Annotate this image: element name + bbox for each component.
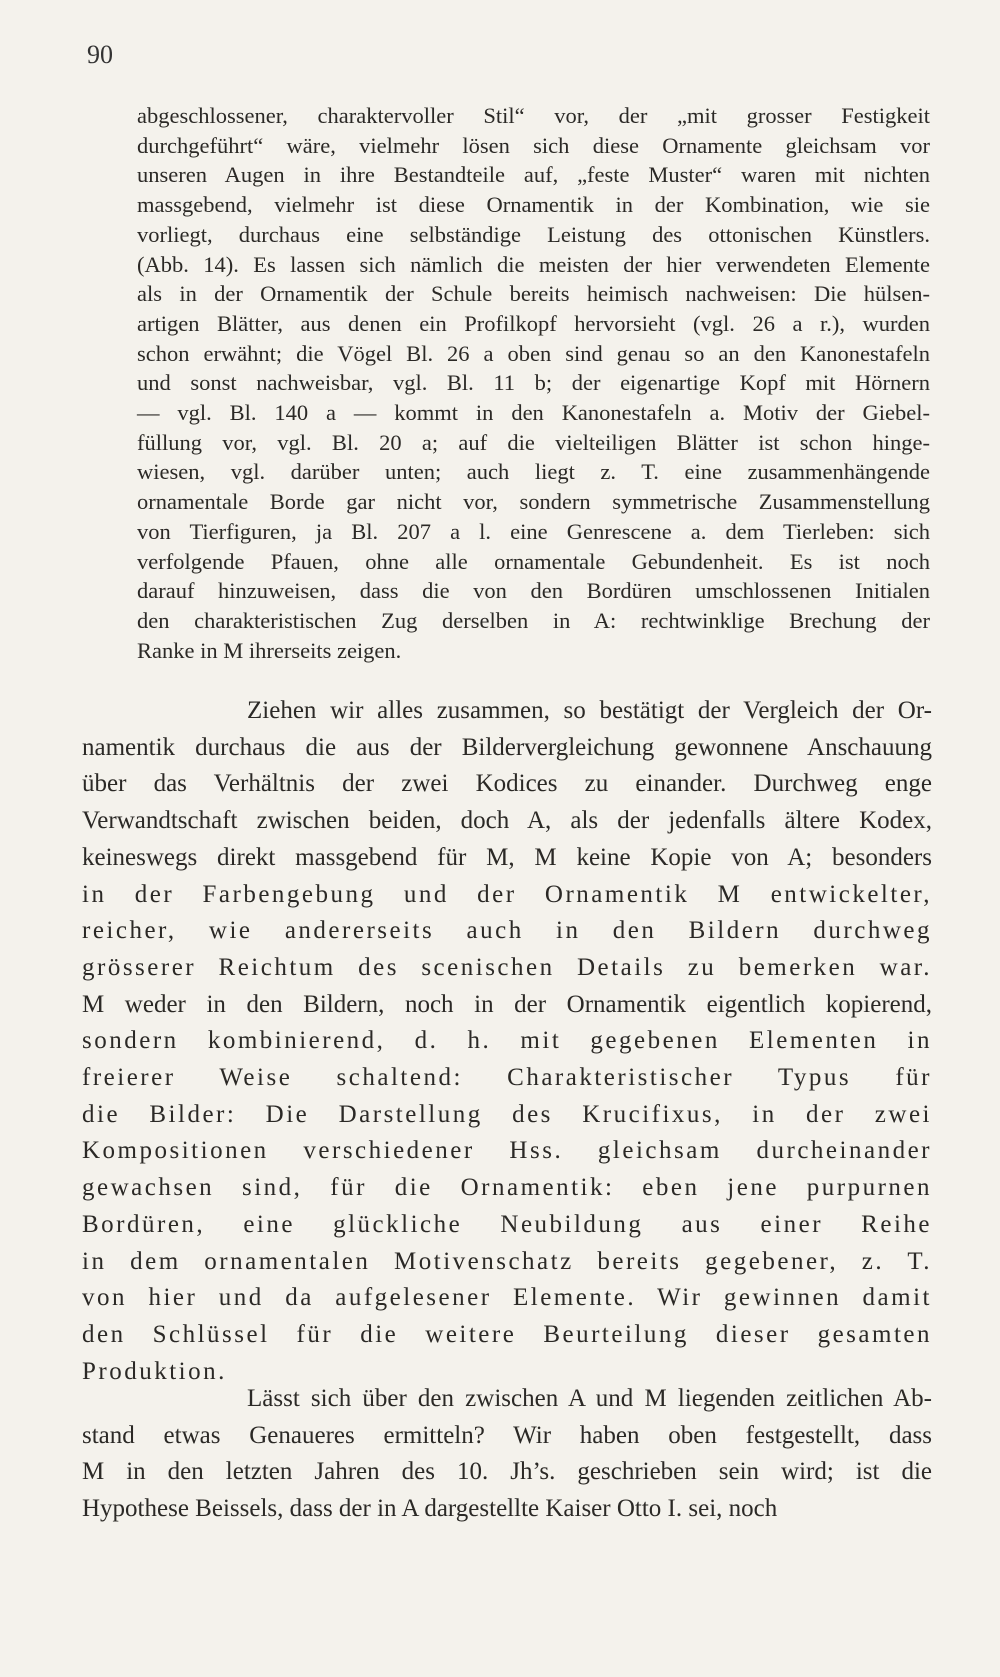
text-line: — vgl. Bl. 140 a — kommt in den Kanonestafeln a. Motiv der Giebel- [137, 400, 930, 426]
text-line: freierer Weise schaltend: Charakteristischer Typus für [82, 1064, 932, 1092]
text-line: abgeschlossener, charaktervoller Stil“ vor, der „mit grosser Festigkeit [137, 103, 930, 128]
text-line: die Bilder: Die Darstellung des Krucifixus, in der zwei [82, 1100, 932, 1128]
text-line: reicher, wie andererseits auch in den Bildern durchweg [82, 917, 932, 945]
text-line: keineswegs direkt massgebend für M, M keine Kopie von A; besonders [82, 843, 932, 871]
paragraph-1 [137, 101, 930, 665]
text-line: Lässt sich über den zwischen A und M liegenden zeitlichen Ab- [247, 1385, 932, 1412]
text-line: grösserer Reichtum des scenischen Details zu bemerken war. [82, 953, 932, 981]
text-line: stand etwas Genaueres ermitteln? Wir haben oben festgestellt, dass [82, 1421, 932, 1449]
text-line: verfolgende Pfauen, ohne alle ornamentale Gebundenheit. Es ist noch [137, 548, 930, 574]
text-line: Hypothese Beissels, dass der in A dargestellte Kaiser Otto I. sei, noch [82, 1495, 778, 1523]
page-number: 90 [87, 40, 113, 69]
text-line: Kompositionen verschiedener Hss. gleichsam durcheinander [82, 1137, 932, 1165]
text-line: Verwandtschaft zwischen beiden, doch A, als der jedenfalls ältere Kodex, [82, 807, 932, 835]
text-line: und sonst nachweisbar, vgl. Bl. 11 b; der eigenartige Kopf mit Hörnern [137, 370, 930, 396]
text-line: Ranke in M ihrerseits zeigen. [137, 637, 402, 663]
text-line: in dem ornamentalen Motivenschatz bereits gegebener, z. T. [82, 1247, 932, 1275]
text-line: M in den letzten Jahren des 10. Jh’s. geschrieben sein wird; ist die [82, 1458, 932, 1486]
text-line: den charakteristischen Zug derselben in A: rechtwinklige Brechung der [137, 607, 930, 633]
text-line: Bordüren, eine glückliche Neubildung aus einer Reihe [82, 1210, 932, 1238]
text-line: namentik durchaus die aus der Bildervergleichung gewonnene Anschauung [82, 733, 932, 761]
text-line: sondern kombinierend, d. h. mit gegebenen Elementen in [82, 1027, 932, 1055]
text-line: Produktion. [82, 1357, 227, 1385]
text-line: in der Farbengebung und der Ornamentik M entwickelter, [82, 880, 932, 908]
text-line: massgebend, vielmehr ist diese Ornamentik in der Kombination, wie sie [137, 192, 930, 218]
text-line: durchgeführt“ wäre, vielmehr lösen sich diese Ornamente gleichsam vor [137, 132, 930, 158]
text-line: über das Verhältnis der zwei Kodices zu einander. Durchweg enge [82, 770, 932, 798]
text-line: M weder in den Bildern, noch in der Ornamentik eigentlich kopierend, [82, 990, 932, 1018]
text-line: von hier und da aufgelesener Elemente. Wir gewinnen damit [82, 1284, 932, 1312]
text-line: darauf hinzuweisen, dass die von den Bordüren umschlossenen Initialen [137, 578, 930, 604]
text-line: von Tierfiguren, ja Bl. 207 a l. eine Genrescene a. dem Tierleben: sich [137, 518, 930, 544]
text-line: (Abb. 14). Es lassen sich nämlich die meisten der hier verwendeten Elemente [137, 251, 930, 277]
text-line: unseren Augen in ihre Bestandteile auf, „feste Muster“ waren mit nichten [137, 162, 930, 188]
text-line: vorliegt, durchaus eine selbständige Leistung des ottonischen Künstlers. [137, 221, 930, 247]
text-line: füllung vor, vgl. Bl. 20 a; auf die vielteiligen Blätter ist schon hinge- [137, 429, 930, 455]
text-line: als in der Ornamentik der Schule bereits heimisch nachweisen: Die hülsen- [137, 281, 930, 307]
text-line: schon erwähnt; die Vögel Bl. 26 a oben sind genau so an den Kanonestafeln [137, 340, 930, 366]
text-line: Ziehen wir alles zusammen, so bestätigt der Vergleich der Or- [247, 697, 932, 724]
paragraph-2 [82, 693, 932, 1390]
text-line: gewachsen sind, für die Ornamentik: eben jene purpurnen [82, 1174, 932, 1202]
text-line: wiesen, vgl. darüber unten; auch liegt z. T. eine zusammenhängende [137, 459, 930, 485]
text-line: den Schlüssel für die weitere Beurteilung dieser gesamten [82, 1320, 932, 1348]
text-line: ornamentale Borde gar nicht vor, sondern symmetrische Zusammenstellung [137, 489, 930, 515]
paragraph-3 [82, 1381, 932, 1528]
text-line: artigen Blätter, aus denen ein Profilkopf hervorsieht (vgl. 26 a r.), wurden [137, 310, 930, 336]
